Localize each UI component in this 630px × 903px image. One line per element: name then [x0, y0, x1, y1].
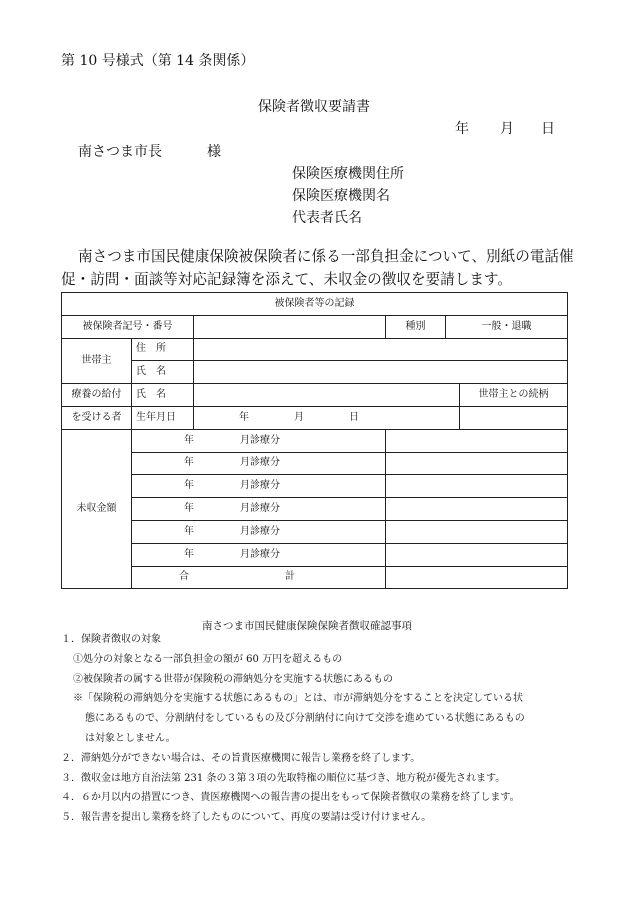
- birthdate-label: 生年月日: [132, 406, 194, 429]
- note-item-4: ４．６か月以内の措置につき、貴医療機関への報告書の提出をもって保険者徴収の業務を終了します。: [61, 792, 520, 804]
- total-label-2: 計: [285, 571, 295, 583]
- note-item-1-note-line-2: 態にあるもので、分割納付をしているもの及び分割納付に向けて交渉を進めている状態にあるもの: [85, 713, 525, 725]
- month-row-year: 年: [184, 457, 194, 469]
- note-item-1a: ①処分の対象となる一部負担金の額が 60 万円を超えるもの: [73, 653, 343, 665]
- representative-label: 代表者氏名: [292, 210, 362, 226]
- birth-year: 年: [239, 411, 249, 423]
- month-row: [132, 452, 386, 475]
- addressee: 南さつま市長: [78, 144, 162, 160]
- note-item-5: ５．報告書を提出し業務を終了したものについて、再度の要請は受け付けません。: [61, 812, 432, 824]
- note-item-1-note-line-1: ※「保険税の滞納処分を実施する状態にあるもの」とは、市が滞納処分をすることを決定している状: [73, 693, 523, 705]
- institution-name-label: 保険医療機関名: [292, 188, 390, 204]
- type-label: 種別: [386, 315, 446, 338]
- householder-address-label: 住 所: [132, 338, 194, 361]
- date-month: 月: [500, 121, 514, 137]
- month-row-month: 月診療分: [240, 525, 280, 537]
- institution-address-label: 保険医療機関住所: [292, 166, 404, 182]
- month-row: [132, 498, 386, 521]
- notes-list: [61, 630, 581, 828]
- month-row-month: 月診療分: [240, 503, 280, 515]
- month-row: [132, 543, 386, 566]
- relationship-value: [460, 406, 568, 429]
- birthdate-value: [194, 406, 460, 429]
- recipient-label-1: 療養の給付: [62, 384, 132, 407]
- month-row-year: 年: [184, 434, 194, 446]
- month-row-month: 月診療分: [240, 548, 280, 560]
- honorific: 様: [207, 144, 221, 160]
- note-item-3: ３．徴収金は地方自治法第 231 条の３第３項の先取特権の順位に基づき、地方税が優先されます。: [61, 772, 506, 784]
- date-day: 日: [541, 121, 555, 137]
- month-row: [132, 475, 386, 498]
- month-row-year: 年: [184, 548, 194, 560]
- householder-name-value: [194, 361, 568, 384]
- form-number: 第 10 号様式（第 14 条関係）: [61, 53, 255, 69]
- table-caption: 被保険者等の記録: [62, 293, 568, 316]
- householder-name-label: 氏 名: [132, 361, 194, 384]
- type-value: 一般・退職: [446, 315, 568, 338]
- month-row-amount: [386, 498, 568, 521]
- householder-address-value: [194, 338, 568, 361]
- relationship-label: 世帯主との続柄: [460, 384, 568, 407]
- insured-id-label: 被保険者記号・番号: [62, 315, 194, 338]
- recipient-name-value: [194, 384, 460, 407]
- month-row-month: 月診療分: [240, 434, 280, 446]
- insured-record-table: [61, 292, 568, 589]
- month-row-month: 月診療分: [240, 480, 280, 492]
- note-item-1: １．保険者徴収の対象: [61, 634, 161, 645]
- month-row-amount: [386, 543, 568, 566]
- total-label-1: 合: [179, 571, 189, 583]
- month-row-year: 年: [184, 480, 194, 492]
- total-amount: [386, 566, 568, 589]
- unpaid-amount-label: 未収金額: [62, 429, 132, 589]
- householder-label: 世帯主: [62, 338, 132, 384]
- month-row-year: 年: [184, 503, 194, 515]
- notes-title: 南さつま市国民健康保険保険者徴収確認事項: [202, 620, 412, 632]
- birth-day: 日: [349, 411, 359, 423]
- insured-id-value: [194, 315, 386, 338]
- month-row-amount: [386, 520, 568, 543]
- document-title: 保険者徴収要請書: [258, 99, 370, 115]
- month-row: [132, 429, 386, 452]
- date-year: 年: [455, 121, 469, 137]
- month-row-year: 年: [184, 525, 194, 537]
- note-item-2: ２．滞納処分ができない場合は、その旨貴医療機関に報告し業務を終了します。: [61, 752, 421, 764]
- body-line-2: 促・訪問・面談等対応記録簿を添えて、未収金の徴収を要請します。: [61, 271, 512, 288]
- month-row: [132, 520, 386, 543]
- month-row-amount: [386, 475, 568, 498]
- note-item-1-note-line-3: は対象としません。: [85, 732, 176, 744]
- month-row-amount: [386, 452, 568, 475]
- month-row-amount: [386, 429, 568, 452]
- total-row: [132, 566, 386, 589]
- recipient-name-label: 氏 名: [132, 384, 194, 407]
- note-item-1b: ②被保険者の属する世帯が保険税の滞納処分を実施する状態にあるもの: [73, 673, 393, 685]
- month-row-month: 月診療分: [240, 457, 280, 469]
- body-line-1: 南さつま市国民健康保険被保険者に係る一部負担金について、別紙の電話催: [78, 248, 574, 265]
- birth-month: 月: [294, 411, 304, 423]
- recipient-label-2: を受ける者: [62, 406, 132, 429]
